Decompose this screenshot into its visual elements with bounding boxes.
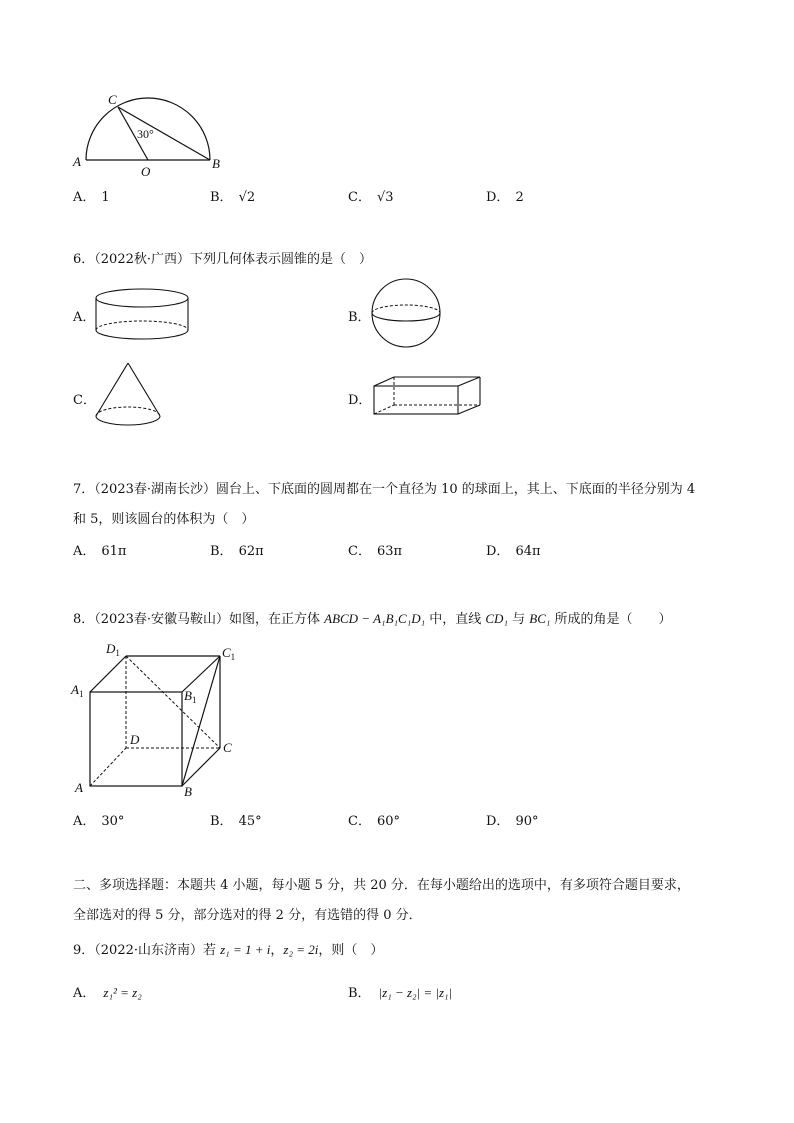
q5-option-b-key: B． — [210, 190, 233, 205]
q8-option-c-key: C． — [348, 814, 371, 829]
q8-option-a-text: 30° — [101, 814, 125, 829]
q8-option-a[interactable] — [73, 810, 124, 829]
cylinder-figure[interactable] — [92, 286, 192, 346]
q7-option-a-key: A． — [73, 544, 96, 559]
q9-option-a-text: z₁² = z₂ — [103, 985, 142, 1000]
q8-option-b[interactable] — [210, 810, 262, 829]
q8-label-b1: $B_1$ — [184, 688, 197, 705]
q5-option-c-text: √3 — [376, 190, 394, 205]
q6-option-c-key[interactable]: C． — [73, 393, 96, 408]
q8-option-a-key: A． — [73, 814, 96, 829]
q9-stem-suffix: ，则（ ） — [318, 943, 384, 958]
q8-option-d-text: 90° — [515, 814, 539, 829]
q7-option-d-key: D． — [486, 544, 510, 559]
q5-option-c-key: C． — [348, 190, 371, 205]
q5-option-b-text: √2 — [238, 190, 256, 205]
q6-option-a-key[interactable]: A． — [73, 310, 96, 325]
q9-stem — [73, 939, 383, 958]
q8-stem-suffix: 所成的角是（ ） — [550, 612, 672, 627]
q8-label-c: C — [223, 740, 232, 755]
q8-label-b: B — [184, 784, 192, 799]
q5-label-B: B — [212, 156, 220, 171]
q9-option-b[interactable] — [348, 982, 452, 1001]
q5-option-d[interactable] — [486, 186, 524, 205]
q8-option-c[interactable] — [348, 810, 400, 829]
q7-option-b[interactable] — [210, 540, 264, 559]
q7-option-c-key: C． — [348, 544, 371, 559]
q8-stem — [73, 608, 672, 627]
q8-option-b-key: B． — [210, 814, 233, 829]
q7-option-c[interactable] — [348, 540, 402, 559]
q8-option-b-text: 45° — [238, 814, 262, 829]
q7-stem-line2: 和 5，则该圆台的体积为（ ） — [73, 512, 255, 527]
q7-option-d-text: 64π — [515, 544, 541, 559]
cone-figure[interactable] — [92, 360, 172, 430]
q7-option-a[interactable] — [73, 540, 126, 559]
q8-option-d[interactable] — [486, 810, 538, 829]
cuboid-figure[interactable] — [370, 374, 486, 418]
q5-option-d-text: 2 — [515, 190, 524, 205]
q8-label-a: A — [75, 780, 83, 795]
q6-option-b-key[interactable]: B． — [348, 310, 371, 325]
q8-label-d: D — [130, 732, 140, 747]
q5-option-a[interactable] — [73, 186, 110, 205]
q8-option-d-key: D． — [486, 814, 510, 829]
q5-semicircle-figure — [60, 90, 240, 180]
q5-option-a-text: 1 — [101, 190, 110, 205]
q8-line-bc1: BC₁ — [529, 611, 551, 626]
q5-angle-label: 30° — [137, 127, 154, 141]
q5-label-C: C — [108, 92, 117, 107]
q8-cube-name: ABCD − A₁B₁C₁D₁ — [324, 611, 426, 626]
q5-option-c[interactable] — [348, 186, 394, 205]
q7-option-b-text: 62π — [238, 544, 264, 559]
q8-cube-figure — [60, 640, 260, 800]
q8-label-d1: $D_1$ — [106, 641, 120, 658]
q8-line-cd1: CD₁ — [485, 611, 508, 626]
q7-option-d[interactable] — [486, 540, 541, 559]
q9-option-a[interactable] — [73, 982, 142, 1001]
q7-stem-line1: 7．（2023春·湖南长沙）圆台上、下底面的圆周都在一个直径为 10 的球面上，其上、下底面的半径分别为 4 — [73, 482, 696, 497]
q6-option-d-key[interactable]: D． — [348, 393, 372, 408]
q9-z1: z₁ = 1 + i — [220, 942, 271, 957]
q5-label-O: O — [141, 164, 151, 179]
section-2-heading-line1: 二、多项选择题：本题共 4 小题，每小题 5 分，共 20 分．在每小题给出的选项中，有多项符合题目要求， — [73, 878, 690, 893]
q8-option-c-text: 60° — [376, 814, 400, 829]
q5-option-d-key: D． — [486, 190, 510, 205]
q8-label-a1: $A_1$ — [71, 682, 84, 699]
sphere-figure[interactable] — [370, 277, 442, 349]
q9-stem-prefix: 9．（2022·山东济南）若 — [73, 943, 221, 958]
q5-option-a-key: A． — [73, 190, 96, 205]
q8-stem-mid: 中，直线 — [425, 612, 486, 627]
q5-label-A: A — [73, 154, 81, 169]
q9-option-b-key: B． — [348, 986, 371, 1001]
q5-option-b[interactable] — [210, 186, 255, 205]
q9-sep: ， — [270, 943, 284, 958]
q9-z2: z₂ = 2i — [283, 942, 319, 957]
q9-option-b-text: |z₁ − z₂| = |z₁| — [378, 985, 453, 1000]
q7-option-b-key: B． — [210, 544, 233, 559]
q8-label-c1: $C_1$ — [222, 645, 236, 662]
q7-option-c-text: 63π — [376, 544, 403, 559]
q9-option-a-key: A． — [73, 986, 96, 1001]
q7-option-a-text: 61π — [101, 544, 127, 559]
q8-stem-mid2: 与 — [507, 612, 530, 627]
q6-stem: 6．（2022秋·广西）下列几何体表示圆锥的是（ ） — [73, 252, 372, 267]
section-2-heading-line2: 全部选对的得 5 分，部分选对的得 2 分，有选错的得 0 分． — [73, 908, 422, 923]
q8-stem-prefix: 8．（2023春·安徽马鞍山）如图，在正方体 — [73, 612, 325, 627]
